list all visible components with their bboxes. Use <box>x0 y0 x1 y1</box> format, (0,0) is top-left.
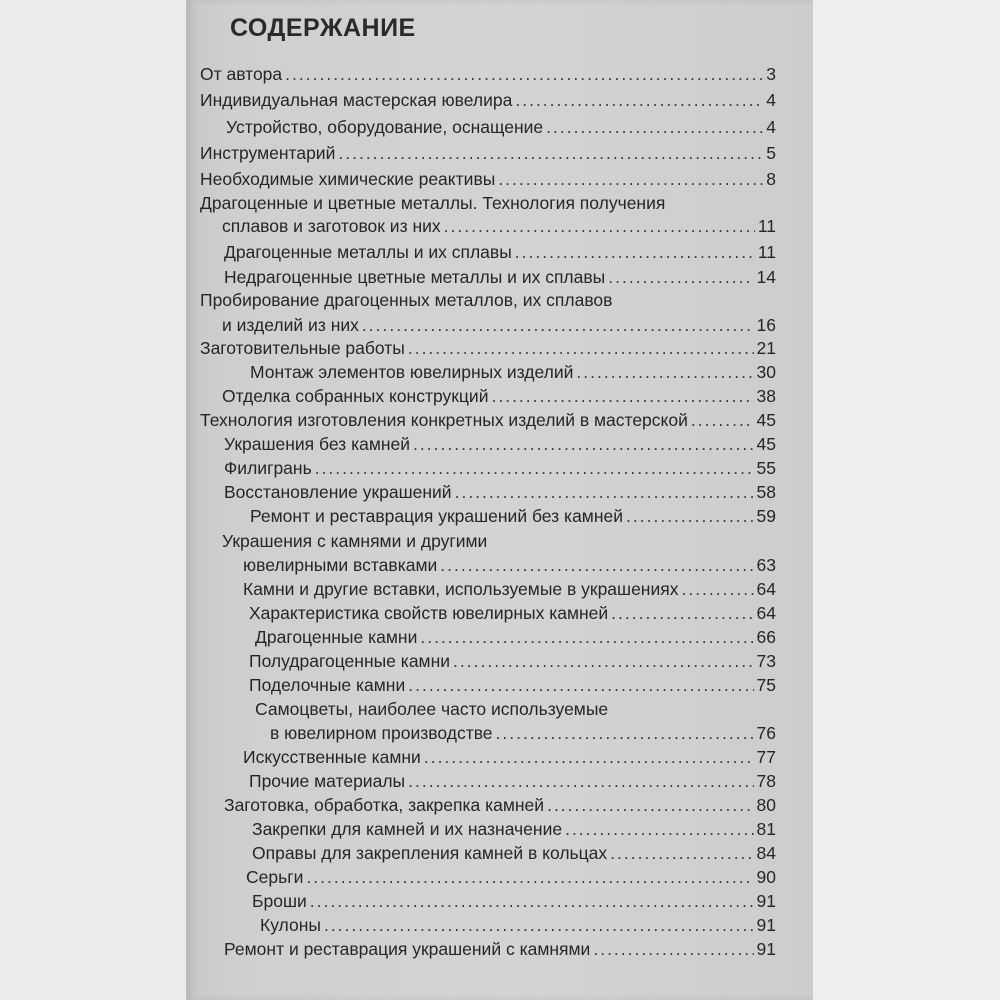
toc-entry-title: Заготовка, обработка, закрепка камней <box>224 795 545 815</box>
toc-entry-title: и изделий из них <box>222 315 359 335</box>
toc-entry <box>200 64 776 90</box>
toc-leader-dots <box>440 555 753 576</box>
toc-entry-page: 3 <box>766 64 776 84</box>
toc-entry <box>255 699 776 725</box>
toc-leader-dots <box>498 169 763 190</box>
toc-entry-title: в ювелирном производстве <box>270 723 493 743</box>
toc-entry-page: 14 <box>756 267 776 287</box>
toc-leader-dots <box>453 651 754 672</box>
toc-entry <box>224 939 776 965</box>
toc-leader-dots <box>285 64 763 85</box>
toc-leader-dots <box>408 675 753 696</box>
toc-entry-title: Индивидуальная мастерская ювелира <box>200 90 513 110</box>
toc-entry-page: 73 <box>756 651 776 671</box>
toc-entry <box>249 675 776 701</box>
toc-entry-page: 21 <box>756 338 776 358</box>
toc-entry <box>250 362 776 388</box>
toc-entry-title: Характеристика свойств ювелирных камней <box>249 603 609 623</box>
toc-leader-dots <box>424 747 754 768</box>
toc-entry-title: Оправы для закрепления камней в кольцах <box>252 843 608 863</box>
toc-entry <box>224 795 776 821</box>
toc-leader-dots <box>626 506 754 527</box>
toc-entry-title: Монтаж элементов ювелирных изделий <box>250 362 574 382</box>
toc-entry-page: 84 <box>756 843 776 863</box>
toc-entry-page: 91 <box>756 891 776 911</box>
toc-leader-dots <box>310 891 754 912</box>
toc-leader-dots <box>681 579 753 600</box>
toc-entry-title: Броши <box>252 891 307 911</box>
toc-entry <box>222 216 776 242</box>
toc-entry-page: 11 <box>757 216 776 236</box>
toc-leader-dots <box>362 315 754 336</box>
toc-entry-page: 16 <box>756 315 776 335</box>
toc-entry-page: 90 <box>756 867 776 887</box>
toc-entry-title: Прочие материалы <box>249 771 406 791</box>
toc-entry-page: 5 <box>766 143 776 163</box>
toc-entry-title: Драгоценные и цветные металлы. Технология получения <box>200 193 666 213</box>
toc-entry-title: Инструментарий <box>200 143 336 163</box>
toc-entry-title: Пробирование драгоценных металлов, их сплавов <box>200 290 613 310</box>
toc-entry-page: 64 <box>756 603 776 623</box>
toc-entry-title: Недрагоценные цветные металлы и их сплавы <box>224 267 606 287</box>
toc-entry-title: Искусственные камни <box>243 747 421 767</box>
toc-entry <box>243 747 776 773</box>
toc-entry <box>249 651 776 677</box>
toc-entry <box>224 482 776 508</box>
toc-entry-title: Драгоценные камни <box>255 627 418 647</box>
toc-entry-page: 80 <box>756 795 776 815</box>
toc-entry <box>252 843 776 869</box>
toc-leader-dots <box>455 482 754 503</box>
toc-entry-title: Технология изготовления конкретных изделий в мастерской <box>200 410 688 430</box>
toc-entry <box>200 90 776 116</box>
toc-entry-title: Самоцветы, наиболее часто используемые <box>255 699 609 719</box>
toc-leader-dots <box>565 819 753 840</box>
toc-entry <box>243 579 776 605</box>
toc-leader-dots <box>546 117 763 138</box>
toc-entry-title: Заготовительные работы <box>200 338 405 358</box>
toc-entry-title: Устройство, оборудование, оснащение <box>226 117 544 137</box>
toc-leader-dots <box>338 143 763 164</box>
toc-entry-page: 58 <box>756 482 776 502</box>
toc-entry <box>252 891 776 917</box>
toc-entry <box>249 771 776 797</box>
toc-entry-page: 77 <box>756 747 776 767</box>
toc-entry-title: Серьги <box>246 867 304 887</box>
toc-entry-title: Украшения с камнями и другими <box>222 531 488 551</box>
toc-leader-dots <box>491 386 753 407</box>
toc-entry-title: ювелирными вставками <box>243 555 438 575</box>
toc-leader-dots <box>547 795 753 816</box>
toc-leader-dots <box>306 867 753 888</box>
toc-entry-page: 11 <box>757 242 776 262</box>
toc-entry <box>224 458 776 484</box>
toc-entry-page: 76 <box>756 723 776 743</box>
toc-entry <box>260 915 776 941</box>
toc-entry <box>200 338 776 364</box>
toc-entry <box>246 867 776 893</box>
toc-entry-title: Полудрагоценные камни <box>249 651 451 671</box>
toc-entry-title: Кулоны <box>260 915 321 935</box>
toc-entry <box>224 242 776 268</box>
toc-entry-title: Украшения без камней <box>224 434 411 454</box>
toc-leader-dots <box>608 267 753 288</box>
toc-entry <box>243 555 776 581</box>
right-background <box>813 0 1000 1000</box>
toc-leader-dots <box>611 603 753 624</box>
toc-entry <box>270 723 776 749</box>
toc-entry <box>249 603 776 629</box>
toc-leader-dots <box>515 90 763 111</box>
toc-entry <box>222 531 776 557</box>
toc-entry-title: Филигрань <box>224 458 312 478</box>
toc-entry-title: Закрепки для камней и их назначение <box>252 819 563 839</box>
toc-entry-title: Необходимые химические реактивы <box>200 169 496 189</box>
toc-leader-dots <box>315 458 754 479</box>
toc-leader-dots <box>324 915 754 936</box>
toc-entry-page: 38 <box>756 386 776 406</box>
toc-entry-page: 59 <box>756 506 776 526</box>
toc-entry-page: 81 <box>756 819 776 839</box>
page-title: СОДЕРЖАНИЕ <box>230 14 416 42</box>
toc-entry <box>250 506 776 532</box>
toc-entry-title: Отделка собранных конструкций <box>222 386 489 406</box>
toc-leader-dots <box>610 843 753 864</box>
left-background <box>0 0 186 1000</box>
toc-entry-page: 63 <box>756 555 776 575</box>
toc-entry <box>200 143 776 169</box>
toc-entry-page: 45 <box>756 434 776 454</box>
toc-entry-page: 78 <box>756 771 776 791</box>
toc-entry-title: Поделочные камни <box>249 675 406 695</box>
toc-entry-title: Драгоценные металлы и их сплавы <box>224 242 512 262</box>
toc-leader-dots <box>515 242 755 263</box>
toc-leader-dots <box>691 410 754 431</box>
toc-leader-dots <box>408 771 753 792</box>
toc-entry <box>226 117 776 143</box>
toc-entry-page: 55 <box>756 458 776 478</box>
toc-entry <box>200 169 776 195</box>
toc-entry-page: 91 <box>756 915 776 935</box>
toc-entry <box>252 819 776 845</box>
toc-leader-dots <box>496 723 754 744</box>
toc-entry-page: 66 <box>756 627 776 647</box>
toc-entry-title: Восстановление украшений <box>224 482 452 502</box>
toc-entry-title: Ремонт и реставрация украшений с камнями <box>224 939 591 959</box>
toc-entry-page: 91 <box>756 939 776 959</box>
toc-entry <box>224 434 776 460</box>
toc-leader-dots <box>413 434 753 455</box>
toc-leader-dots <box>576 362 753 383</box>
toc-leader-dots <box>593 939 753 960</box>
toc-leader-dots <box>408 338 754 359</box>
toc-entry-title: сплавов и заготовок из них <box>222 216 441 236</box>
toc-entry-title: Ремонт и реставрация украшений без камней <box>250 506 624 526</box>
toc-entry <box>200 290 776 316</box>
toc-entry-page: 4 <box>766 90 776 110</box>
toc-entry <box>222 386 776 412</box>
toc-entry-title: От автора <box>200 64 283 84</box>
toc-entry-page: 75 <box>756 675 776 695</box>
toc-entry <box>255 627 776 653</box>
toc-entry-page: 4 <box>766 117 776 137</box>
toc-entry-page: 30 <box>756 362 776 382</box>
toc-entry-page: 64 <box>756 579 776 599</box>
toc-leader-dots <box>444 216 755 237</box>
toc-entry-page: 45 <box>756 410 776 430</box>
toc-entry-title: Камни и другие вставки, используемые в украшениях <box>243 579 679 599</box>
toc-entry <box>200 410 776 436</box>
toc-entry-page: 8 <box>766 169 776 189</box>
toc-leader-dots <box>420 627 753 648</box>
